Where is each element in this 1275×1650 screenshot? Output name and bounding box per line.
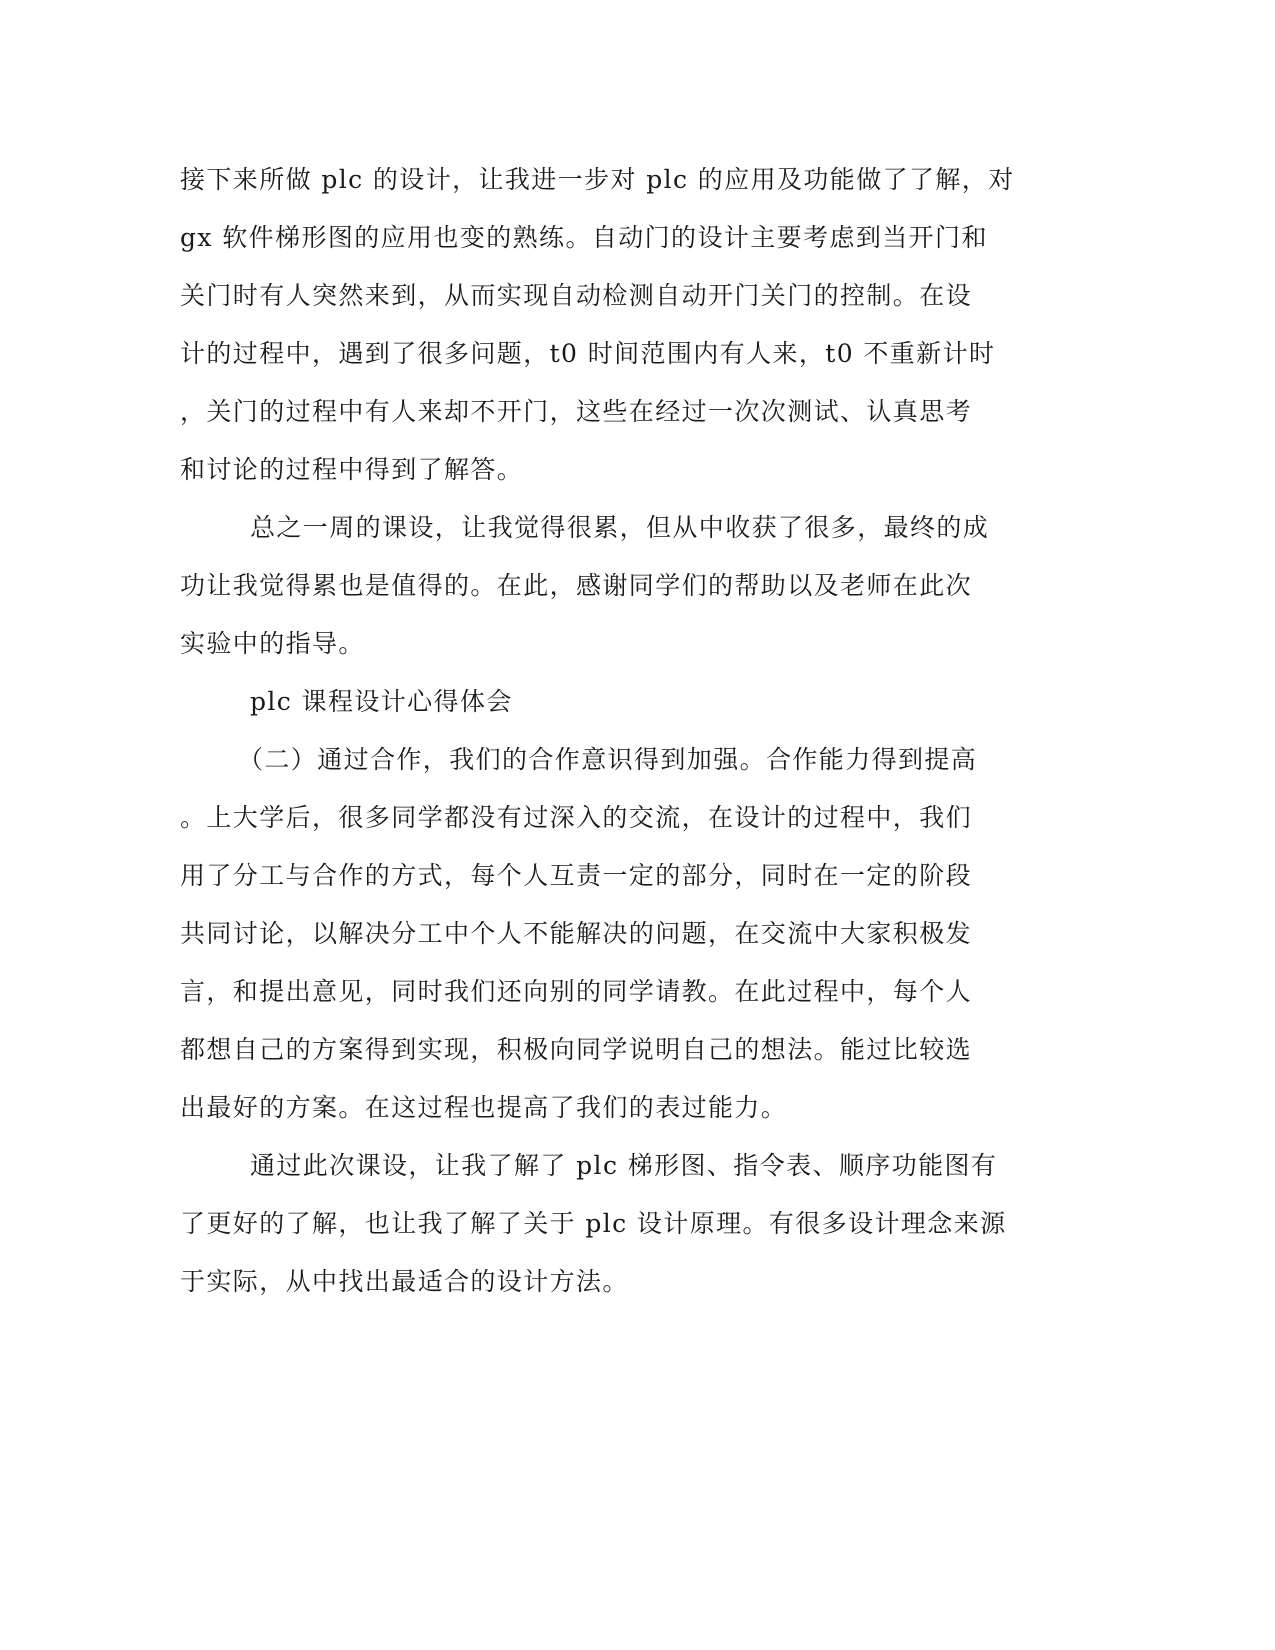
text-line-8: 功让我觉得累也是值得的。在此，感谢同学们的帮助以及老师在此次 [180, 571, 973, 600]
text-line-20: 于实际，从中找出最适合的设计方法。 [180, 1267, 629, 1296]
text-line-14: 共同讨论，以解决分工中个人不能解决的问题，在交流中大家积极发 [180, 919, 973, 948]
text-line-6: 和讨论的过程中得到了解答。 [180, 455, 524, 484]
text-line-18: 通过此次课设，让我了解了 plc 梯形图、指令表、顺序功能图有 [250, 1151, 998, 1180]
text-line-7: 总之一周的课设，让我觉得很累，但从中收获了很多，最终的成 [250, 513, 990, 542]
text-line-12: 。上大学后，很多同学都没有过深入的交流，在设计的过程中，我们 [180, 803, 973, 832]
text-line-19: 了更好的了解，也让我了解了关于 plc 设计原理。有很多设计理念来源 [180, 1209, 1007, 1238]
text-line-11: （二）通过合作，我们的合作意识得到加强。合作能力得到提高 [238, 745, 978, 774]
section-heading: plc 课程设计心得体会 [250, 687, 513, 716]
text-line-13: 用了分工与合作的方式，每个人互责一定的部分，同时在一定的阶段 [180, 861, 973, 890]
text-line-4: 计的过程中，遇到了很多问题，t0 时间范围内有人来，t0 不重新计时 [180, 339, 996, 368]
text-line-2: gx 软件梯形图的应用也变的熟练。自动门的设计主要考虑到当开门和 [180, 223, 988, 252]
text-line-1: 接下来所做 plc 的设计，让我进一步对 plc 的应用及功能做了了解，对 [180, 165, 1015, 194]
text-line-3: 关门时有人突然来到，从而实现自动检测自动开门关门的控制。在设 [180, 281, 973, 310]
text-line-15: 言，和提出意见，同时我们还向别的同学请教。在此过程中，每个人 [180, 977, 973, 1006]
text-line-9: 实验中的指导。 [180, 629, 365, 658]
text-line-16: 都想自己的方案得到实现，积极向同学说明自己的想法。能过比较选 [180, 1035, 973, 1064]
text-line-5: ，关门的过程中有人来却不开门，这些在经过一次次测试、认真思考 [180, 397, 973, 426]
text-line-17: 出最好的方案。在这过程也提高了我们的表过能力。 [180, 1093, 788, 1122]
